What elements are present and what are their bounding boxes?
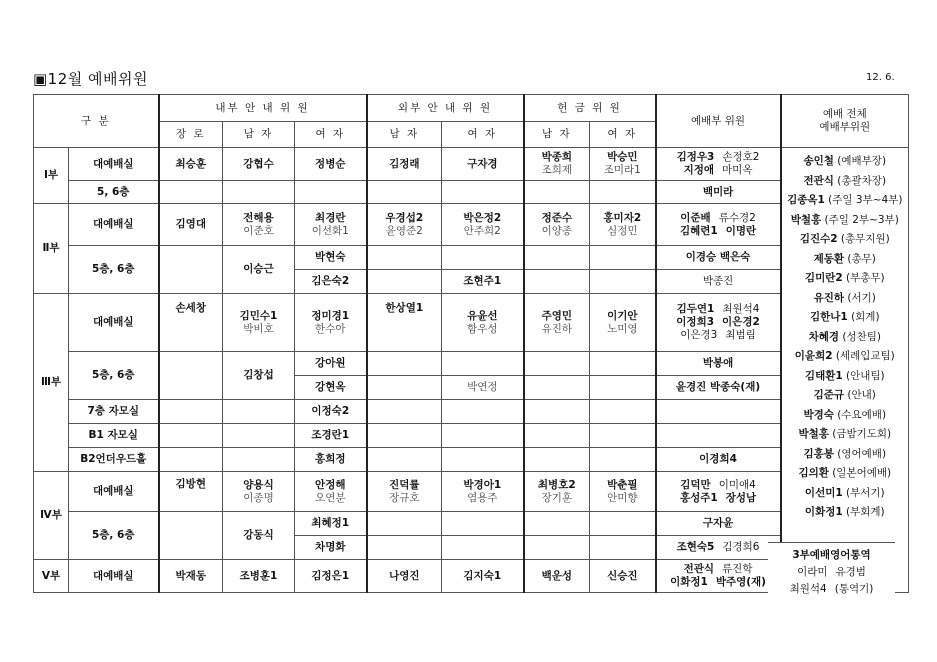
name: 이명란 [725, 224, 757, 237]
member-role: (부서기) [842, 486, 885, 499]
offering-female-cell: 신승진 [590, 560, 656, 593]
name: 정준수 [541, 211, 572, 224]
name: 박비호 [243, 322, 274, 335]
header-outer-usher: 외부 안 내 위 원 [367, 95, 524, 122]
member-row [782, 152, 909, 172]
inner-female-cell: 박현숙 [295, 246, 367, 270]
part-4-label: Ⅳ부 [34, 472, 69, 560]
empty-cell [656, 400, 781, 424]
name: 이미애4 [718, 478, 756, 491]
member-name: 김종옥1 [787, 194, 825, 206]
offering-male-cell [524, 472, 590, 512]
all-members-list [782, 152, 909, 523]
page-title: ▣12월 예배위원 [33, 70, 148, 88]
elder-cell: 최승훈 [159, 148, 223, 181]
inner-female-cell: 조경란1 [295, 424, 367, 448]
inner-male-cell: 강동식 [223, 512, 295, 560]
empty-cell [223, 181, 295, 204]
yebaebu-cell [656, 536, 781, 560]
outer-male-cell: 한상열1 [367, 294, 442, 352]
empty-cell [223, 424, 295, 448]
member-name: 차혜경 [808, 330, 840, 343]
name: 홍성주1 [679, 491, 718, 504]
location-b1-nursing-room: B1 자모실 [69, 424, 159, 448]
member-name: 김미란2 [804, 272, 843, 284]
name: 박종희 [541, 151, 572, 163]
outer-male-cell [367, 472, 442, 512]
header-in-male: 남 자 [223, 122, 295, 148]
name: 김혜련1 [679, 224, 718, 237]
member-role: (주일 2부~3부) [821, 213, 899, 226]
outer-female-cell: 박연정 [442, 376, 524, 400]
inner-female-cell: 이정숙2 [295, 400, 367, 424]
empty-cell [367, 536, 442, 560]
member-row [782, 269, 909, 289]
name: 전관식 [683, 563, 715, 575]
header-off-female: 여 자 [590, 122, 656, 148]
empty-cell [590, 270, 656, 294]
member-row [782, 230, 909, 250]
member-row [782, 425, 909, 445]
yebaebu-cell [656, 204, 781, 246]
name: 지정애 [683, 164, 715, 176]
empty-cell [590, 512, 656, 536]
outer-male-cell: 김정래 [367, 148, 442, 181]
yebaebu-cell: 구자윤 [656, 512, 781, 536]
header-yebaebu: 예배부 위원 [656, 95, 781, 148]
offering-female-cell [590, 204, 656, 246]
offering-female-cell [590, 294, 656, 352]
member-name: 이윤희2 [794, 350, 833, 362]
name: 장기훈 [541, 491, 572, 504]
empty-cell [590, 424, 656, 448]
name: 양용식 [243, 478, 274, 491]
empty-cell [524, 536, 590, 560]
empty-cell [442, 448, 524, 472]
inner-female-cell: 홍희정 [295, 448, 367, 472]
offering-male-cell [524, 204, 590, 246]
empty-cell [442, 512, 524, 536]
elder-cell: 김방현 [159, 472, 223, 512]
name: 이선화1 [311, 224, 349, 237]
elder-cell: 손세창 [159, 294, 223, 352]
location-main: 대예배실 [69, 294, 159, 352]
name: 이기안 [607, 309, 638, 322]
inner-male-cell [223, 204, 295, 246]
member-row [782, 191, 909, 211]
name: 최원석4 [722, 303, 760, 315]
inner-female-cell: 최혜정1 [295, 512, 367, 536]
member-row [782, 289, 909, 309]
inner-female-cell: 차명화 [295, 536, 367, 560]
name: 유경범 [835, 566, 866, 578]
member-row [782, 328, 909, 348]
member-name: 박철홍 [798, 428, 829, 440]
empty-cell [590, 400, 656, 424]
yebaebu-cell: 윤경진 박종숙(재) [656, 376, 781, 400]
header-offering: 헌 금 위 원 [524, 95, 656, 122]
name: 정미경1 [311, 309, 350, 322]
empty-cell [159, 512, 223, 560]
name: 이정희3 [676, 316, 715, 328]
member-name: 유진하 [813, 291, 845, 304]
member-name: 김의환 [798, 467, 829, 479]
empty-cell [442, 424, 524, 448]
offering-male-cell: 백운성 [524, 560, 590, 593]
name: 이은경3 [680, 329, 718, 341]
name: 김민수1 [239, 309, 278, 322]
header-out-female: 여 자 [442, 122, 524, 148]
empty-cell [524, 424, 590, 448]
member-role: (주일 3부~4부) [824, 194, 903, 206]
member-name: 전관식 [803, 174, 834, 187]
member-role: (서기) [844, 291, 876, 304]
name: 조희제 [541, 164, 572, 176]
name: 최원석4 [789, 583, 827, 595]
member-row [782, 347, 909, 367]
inner-female-cell [295, 204, 367, 246]
member-row [782, 386, 909, 406]
name: 박경아1 [463, 478, 502, 491]
member-role: (예배부장) [833, 155, 887, 167]
name: 이라미 [797, 566, 828, 578]
name: 이준호 [243, 224, 274, 237]
member-name: 김진수2 [799, 233, 838, 245]
empty-cell [442, 246, 524, 270]
empty-cell [524, 352, 590, 376]
location-main: 대예배실 [69, 472, 159, 512]
member-role: (영어예배) [833, 447, 887, 460]
name: 손정호2 [722, 151, 760, 163]
part-3-label: Ⅲ부 [34, 294, 69, 472]
inner-female-cell: 김정은1 [295, 560, 367, 593]
member-name: 박경숙 [803, 408, 834, 421]
yebaebu-cell [656, 294, 781, 352]
location-7f-nursing-room: 7층 자모실 [69, 400, 159, 424]
empty-cell [159, 246, 223, 294]
header-out-male: 남 자 [367, 122, 442, 148]
empty-cell [590, 448, 656, 472]
member-role: (안내) [844, 389, 876, 401]
offering-female-cell [590, 472, 656, 512]
part-1-label: Ⅰ부 [34, 148, 69, 204]
location-main: 대예배실 [69, 148, 159, 181]
name: 오연분 [315, 491, 346, 504]
name: (통역기) [834, 583, 874, 595]
name: 김덕만 [680, 478, 711, 491]
offering-male-cell [524, 294, 590, 352]
name: 유진하 [541, 322, 572, 335]
inner-male-cell [223, 472, 295, 512]
offering-female-cell [590, 148, 656, 181]
part-2-label: Ⅱ부 [34, 204, 69, 294]
yebaebu-cell [656, 148, 781, 181]
member-role: (세례입교팀) [832, 350, 895, 362]
member-role: (회계) [847, 311, 880, 323]
name: 최경란 [315, 211, 346, 224]
inner-female-cell [295, 294, 367, 352]
english-interpretation-box [768, 542, 895, 603]
member-name: 김홍봉 [803, 447, 834, 460]
empty-cell [524, 448, 590, 472]
name: 김정우3 [676, 151, 715, 163]
header-gubun: 구 분 [34, 95, 159, 148]
location-floor56: 5층, 6층 [69, 352, 159, 400]
empty-cell [367, 270, 442, 294]
outer-female-cell [442, 294, 524, 352]
name: 이화정1 [670, 576, 708, 588]
name: 장성남 [725, 491, 757, 504]
empty-cell [524, 246, 590, 270]
name: 한수아 [315, 322, 346, 335]
location-b2-underwood-hall: B2언더우드홀 [69, 448, 159, 472]
empty-cell [590, 246, 656, 270]
empty-cell [159, 448, 223, 472]
inner-male-cell: 이승근 [223, 246, 295, 294]
header-all [781, 95, 909, 148]
member-name: 김준규 [813, 389, 845, 401]
name: 안정해 [315, 478, 346, 491]
empty-cell [590, 536, 656, 560]
location-floor56: 5, 6층 [69, 181, 159, 204]
outer-female-cell [442, 204, 524, 246]
name: 박주영(재) [715, 576, 766, 588]
empty-cell [367, 181, 442, 204]
empty-cell [367, 352, 442, 376]
empty-cell [159, 352, 223, 400]
name: 심정민 [607, 224, 638, 237]
english-team-title: 3부예배영어통역 [792, 549, 871, 561]
yebaebu-cell: 박봉애 [656, 352, 781, 376]
yebaebu-cell: 백미라 [656, 181, 781, 204]
name: 이준배 [680, 211, 711, 224]
empty-cell [590, 181, 656, 204]
member-row [782, 308, 909, 328]
part-5-label: Ⅴ부 [34, 560, 69, 593]
outer-female-cell: 구자경 [442, 148, 524, 181]
name: 우경섭2 [385, 211, 424, 224]
offering-male-cell [524, 148, 590, 181]
member-role: (일본어예배) [828, 467, 892, 479]
yebaebu-cell [656, 560, 781, 593]
member-role: (성찬팀) [839, 330, 881, 343]
empty-cell [295, 181, 367, 204]
empty-cell [367, 376, 442, 400]
name: 진덕률 [389, 478, 420, 491]
schedule-table [33, 94, 909, 593]
inner-male-cell: 조병훈1 [223, 560, 295, 593]
empty-cell [367, 246, 442, 270]
empty-cell [442, 181, 524, 204]
name: 최병호2 [537, 478, 576, 491]
member-role: (부총무) [842, 272, 885, 284]
inner-female-cell: 김은숙2 [295, 270, 367, 294]
name: 김두연1 [676, 303, 715, 315]
name: 이양종 [541, 224, 572, 237]
inner-female-cell: 강현옥 [295, 376, 367, 400]
member-name: 김태환1 [804, 369, 843, 382]
empty-cell [367, 424, 442, 448]
inner-female-cell: 정병순 [295, 148, 367, 181]
member-role: (총무) [844, 252, 876, 265]
inner-female-cell: 강아원 [295, 352, 367, 376]
name: 노미영 [607, 322, 638, 335]
header-off-male: 남 자 [524, 122, 590, 148]
empty-cell [524, 181, 590, 204]
location-main: 대예배실 [69, 204, 159, 246]
name: 안주희2 [463, 224, 501, 237]
yebaebu-cell: 이경승 백은숙 [656, 246, 781, 270]
inner-male-cell [223, 294, 295, 352]
name: 류수경2 [718, 211, 756, 224]
member-row [782, 367, 909, 387]
outer-female-cell [442, 472, 524, 512]
name: 이종명 [243, 491, 274, 504]
outer-female-cell: 조현주1 [442, 270, 524, 294]
name: 박승민 [607, 151, 638, 163]
member-name: 이선미1 [804, 486, 843, 499]
name: 전해용 [243, 211, 274, 224]
empty-cell [159, 424, 223, 448]
member-row [782, 250, 909, 270]
name: 안미향 [607, 491, 638, 504]
member-name: 제동환 [813, 252, 845, 265]
yebaebu-cell: 이경희4 [656, 448, 781, 472]
empty-cell [223, 400, 295, 424]
location-floor56: 5층, 6층 [69, 512, 159, 560]
name: 박은정2 [463, 211, 502, 224]
name: 염용주 [467, 491, 498, 504]
name: 이은경2 [722, 316, 760, 328]
name: 홍미자2 [603, 211, 642, 224]
header-inner-usher: 내부 안 내 위 원 [159, 95, 367, 122]
member-name: 송인철 [803, 155, 834, 167]
elder-cell: 박재동 [159, 560, 223, 593]
empty-cell [442, 400, 524, 424]
inner-female-cell [295, 472, 367, 512]
empty-cell [524, 270, 590, 294]
empty-cell [367, 512, 442, 536]
location-main: 대예배실 [69, 560, 159, 593]
member-role: (안내팀) [842, 369, 885, 382]
header-all-line1: 예배 전체 [822, 108, 867, 120]
empty-cell [442, 352, 524, 376]
all-members-cell [781, 148, 909, 593]
empty-cell [590, 352, 656, 376]
empty-cell [524, 376, 590, 400]
location-floor56: 5층, 6층 [69, 246, 159, 294]
empty-cell [590, 376, 656, 400]
header-elder: 장 로 [159, 122, 223, 148]
name: 함우성 [467, 322, 498, 335]
name: 조미라1 [603, 164, 641, 176]
yebaebu-cell [656, 472, 781, 512]
header-all-line2: 예배부위원 [819, 121, 871, 133]
empty-cell [367, 400, 442, 424]
member-row [782, 445, 909, 465]
member-name: 이화정1 [804, 506, 843, 518]
name: 유윤선 [467, 309, 498, 322]
empty-cell [159, 400, 223, 424]
member-name: 박철홍 [790, 213, 822, 226]
date-label: 12. 6. [866, 72, 895, 83]
name: 류진학 [722, 563, 753, 575]
empty-cell [367, 448, 442, 472]
inner-male-cell: 강협수 [223, 148, 295, 181]
member-role: (총괄차장) [833, 174, 887, 187]
name: 마미옥 [722, 164, 753, 176]
inner-male-cell: 김창섭 [223, 352, 295, 400]
name: 윤영준2 [385, 224, 423, 237]
outer-female-cell: 김지숙1 [442, 560, 524, 593]
empty-cell [442, 536, 524, 560]
header-in-female: 여 자 [295, 122, 367, 148]
member-row [782, 503, 909, 523]
name: 주영민 [541, 309, 572, 322]
empty-cell [656, 424, 781, 448]
member-role: (금밤기도회) [828, 428, 892, 440]
empty-cell [524, 512, 590, 536]
name: 최범림 [725, 329, 756, 341]
empty-cell [223, 448, 295, 472]
outer-male-cell: 나영진 [367, 560, 442, 593]
member-row [782, 172, 909, 192]
member-row [782, 484, 909, 504]
empty-cell [524, 400, 590, 424]
member-role: (수요예배) [833, 408, 887, 421]
member-row [782, 406, 909, 426]
empty-cell [159, 181, 223, 204]
member-row [782, 211, 909, 231]
name: 박춘필 [607, 478, 638, 491]
elder-cell: 김영대 [159, 204, 223, 246]
yebaebu-cell: 박종진 [656, 270, 781, 294]
member-row [782, 464, 909, 484]
name: 장규호 [389, 491, 420, 504]
name: 김경희6 [722, 541, 760, 553]
member-role: (총무지원) [837, 233, 890, 245]
outer-male-cell [367, 204, 442, 246]
member-name: 김한나1 [809, 311, 848, 323]
member-role: (부회계) [842, 506, 885, 518]
name: 조현숙5 [676, 541, 715, 553]
